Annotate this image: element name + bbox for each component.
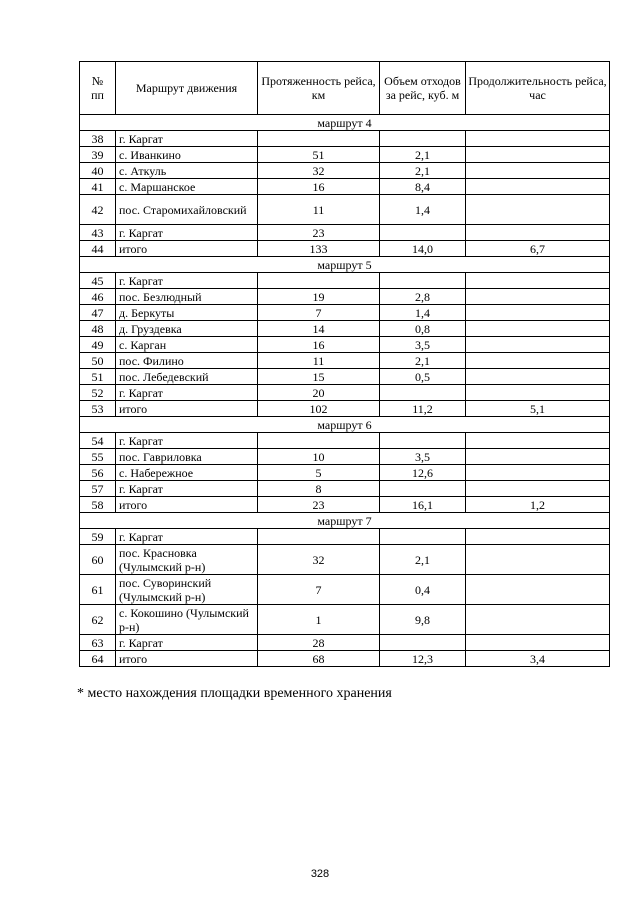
cell-length	[258, 433, 380, 449]
cell-volume	[380, 385, 466, 401]
table-row	[80, 195, 610, 225]
cell-length: 19	[258, 289, 380, 305]
cell-duration	[466, 353, 610, 369]
cell-number: 43	[80, 225, 116, 241]
cell-duration	[466, 179, 610, 195]
cell-duration	[466, 289, 610, 305]
cell-route: г. Каргат	[116, 225, 258, 241]
header-duration: Продолжительность рейса, час	[466, 62, 610, 115]
cell-number: 63	[80, 635, 116, 651]
cell-volume: 12,3	[380, 651, 466, 667]
cell-route: итого	[116, 497, 258, 513]
cell-route: г. Каргат	[116, 385, 258, 401]
cell-volume: 0,5	[380, 369, 466, 385]
cell-duration	[466, 465, 610, 481]
cell-length: 7	[258, 575, 380, 605]
cell-number: 50	[80, 353, 116, 369]
header-length: Протяженность рейса, км	[258, 62, 380, 115]
cell-volume: 2,1	[380, 353, 466, 369]
routes-table	[79, 61, 610, 667]
cell-length: 51	[258, 147, 380, 163]
cell-length: 23	[258, 497, 380, 513]
cell-duration	[466, 545, 610, 575]
cell-length: 28	[258, 635, 380, 651]
cell-volume	[380, 131, 466, 147]
cell-duration: 3,4	[466, 651, 610, 667]
cell-volume: 2,1	[380, 545, 466, 575]
cell-route: г. Каргат	[116, 131, 258, 147]
cell-length: 11	[258, 353, 380, 369]
cell-duration	[466, 385, 610, 401]
table-row	[80, 481, 610, 497]
cell-length: 15	[258, 369, 380, 385]
cell-route: пос. Суворинский (Чулымский р-н)	[116, 575, 258, 605]
cell-route: г. Каргат	[116, 273, 258, 289]
table-row	[80, 529, 610, 545]
cell-number: 47	[80, 305, 116, 321]
cell-length: 10	[258, 449, 380, 465]
cell-length	[258, 273, 380, 289]
cell-number: 60	[80, 545, 116, 575]
cell-route: д. Беркуты	[116, 305, 258, 321]
cell-volume: 8,4	[380, 179, 466, 195]
cell-duration	[466, 433, 610, 449]
cell-volume: 3,5	[380, 449, 466, 465]
table-row	[80, 401, 610, 417]
cell-length: 14	[258, 321, 380, 337]
section-title: маршрут 6	[80, 417, 610, 433]
section-header-row	[80, 115, 610, 131]
table-row	[80, 465, 610, 481]
cell-route: с. Маршанское	[116, 179, 258, 195]
section-header-row	[80, 513, 610, 529]
cell-duration	[466, 605, 610, 635]
cell-volume	[380, 529, 466, 545]
cell-volume	[380, 225, 466, 241]
section-title: маршрут 5	[80, 257, 610, 273]
table-row	[80, 651, 610, 667]
cell-number: 59	[80, 529, 116, 545]
cell-length: 32	[258, 163, 380, 179]
table-row	[80, 147, 610, 163]
cell-volume	[380, 481, 466, 497]
cell-volume: 1,4	[380, 195, 466, 225]
table-row	[80, 575, 610, 605]
cell-volume: 2,1	[380, 147, 466, 163]
cell-route: с. Карган	[116, 337, 258, 353]
cell-length	[258, 529, 380, 545]
table-row	[80, 605, 610, 635]
cell-duration	[466, 225, 610, 241]
table-row	[80, 433, 610, 449]
cell-number: 40	[80, 163, 116, 179]
cell-number: 53	[80, 401, 116, 417]
cell-number: 48	[80, 321, 116, 337]
cell-route: с. Аткуль	[116, 163, 258, 179]
header-route: Маршрут движения	[116, 62, 258, 115]
cell-route: пос. Безлюдный	[116, 289, 258, 305]
cell-length: 16	[258, 337, 380, 353]
cell-length: 5	[258, 465, 380, 481]
cell-length: 32	[258, 545, 380, 575]
cell-duration: 5,1	[466, 401, 610, 417]
cell-length: 133	[258, 241, 380, 257]
cell-duration: 6,7	[466, 241, 610, 257]
cell-route: итого	[116, 651, 258, 667]
cell-volume: 12,6	[380, 465, 466, 481]
cell-route: г. Каргат	[116, 635, 258, 651]
cell-volume: 0,8	[380, 321, 466, 337]
cell-route: пос. Лебедевский	[116, 369, 258, 385]
cell-volume: 14,0	[380, 241, 466, 257]
cell-duration	[466, 635, 610, 651]
table-row	[80, 385, 610, 401]
section-header-row	[80, 257, 610, 273]
table-row	[80, 305, 610, 321]
cell-duration	[466, 195, 610, 225]
cell-duration	[466, 337, 610, 353]
cell-number: 58	[80, 497, 116, 513]
cell-number: 61	[80, 575, 116, 605]
section-header-row	[80, 417, 610, 433]
cell-volume: 3,5	[380, 337, 466, 353]
cell-length: 16	[258, 179, 380, 195]
table-row	[80, 353, 610, 369]
cell-duration: 1,2	[466, 497, 610, 513]
cell-length: 7	[258, 305, 380, 321]
cell-volume	[380, 635, 466, 651]
cell-length	[258, 131, 380, 147]
cell-number: 44	[80, 241, 116, 257]
table-row	[80, 545, 610, 575]
cell-number: 56	[80, 465, 116, 481]
cell-duration	[466, 305, 610, 321]
cell-route: г. Каргат	[116, 529, 258, 545]
footnote: * место нахождения площадки временного хранения	[77, 686, 392, 701]
cell-route: с. Иванкино	[116, 147, 258, 163]
cell-volume: 9,8	[380, 605, 466, 635]
table-row	[80, 497, 610, 513]
cell-number: 62	[80, 605, 116, 635]
section-title: маршрут 4	[80, 115, 610, 131]
page-number: 328	[310, 868, 330, 880]
cell-route: итого	[116, 401, 258, 417]
cell-volume	[380, 433, 466, 449]
cell-route: г. Каргат	[116, 481, 258, 497]
cell-number: 52	[80, 385, 116, 401]
cell-duration	[466, 481, 610, 497]
header-volume: Объем отходов за рейс, куб. м	[380, 62, 466, 115]
cell-number: 41	[80, 179, 116, 195]
cell-number: 39	[80, 147, 116, 163]
cell-volume: 2,8	[380, 289, 466, 305]
cell-route: пос. Красновка (Чулымский р-н)	[116, 545, 258, 575]
cell-route: пос. Гавриловка	[116, 449, 258, 465]
cell-route: д. Груздевка	[116, 321, 258, 337]
cell-length: 68	[258, 651, 380, 667]
cell-duration	[466, 529, 610, 545]
cell-length: 23	[258, 225, 380, 241]
table-row	[80, 321, 610, 337]
table-row	[80, 369, 610, 385]
table-body	[80, 115, 610, 667]
cell-number: 54	[80, 433, 116, 449]
section-title: маршрут 7	[80, 513, 610, 529]
table-row	[80, 635, 610, 651]
cell-duration	[466, 575, 610, 605]
cell-duration	[466, 273, 610, 289]
cell-duration	[466, 449, 610, 465]
cell-number: 55	[80, 449, 116, 465]
table-row	[80, 179, 610, 195]
cell-duration	[466, 163, 610, 179]
cell-route: итого	[116, 241, 258, 257]
cell-volume: 16,1	[380, 497, 466, 513]
cell-number: 64	[80, 651, 116, 667]
cell-number: 45	[80, 273, 116, 289]
cell-length: 1	[258, 605, 380, 635]
cell-number: 38	[80, 131, 116, 147]
cell-number: 57	[80, 481, 116, 497]
cell-route: пос. Старомихайловский	[116, 195, 258, 225]
cell-number: 46	[80, 289, 116, 305]
cell-length: 102	[258, 401, 380, 417]
cell-duration	[466, 321, 610, 337]
table-header-row	[80, 62, 610, 115]
table-row	[80, 241, 610, 257]
cell-length: 11	[258, 195, 380, 225]
table-row	[80, 449, 610, 465]
cell-volume: 11,2	[380, 401, 466, 417]
cell-route: с. Набережное	[116, 465, 258, 481]
cell-volume	[380, 273, 466, 289]
header-num: № пп	[80, 62, 116, 115]
cell-volume: 2,1	[380, 163, 466, 179]
cell-volume: 1,4	[380, 305, 466, 321]
table-row	[80, 289, 610, 305]
table-row	[80, 131, 610, 147]
cell-number: 49	[80, 337, 116, 353]
table-row	[80, 337, 610, 353]
cell-route: с. Кокошино (Чулымский р-н)	[116, 605, 258, 635]
cell-duration	[466, 369, 610, 385]
cell-route: пос. Филино	[116, 353, 258, 369]
cell-route: г. Каргат	[116, 433, 258, 449]
table-row	[80, 163, 610, 179]
cell-duration	[466, 147, 610, 163]
cell-number: 42	[80, 195, 116, 225]
table-row	[80, 273, 610, 289]
cell-length: 8	[258, 481, 380, 497]
cell-length: 20	[258, 385, 380, 401]
cell-volume: 0,4	[380, 575, 466, 605]
cell-number: 51	[80, 369, 116, 385]
table-row	[80, 225, 610, 241]
cell-duration	[466, 131, 610, 147]
